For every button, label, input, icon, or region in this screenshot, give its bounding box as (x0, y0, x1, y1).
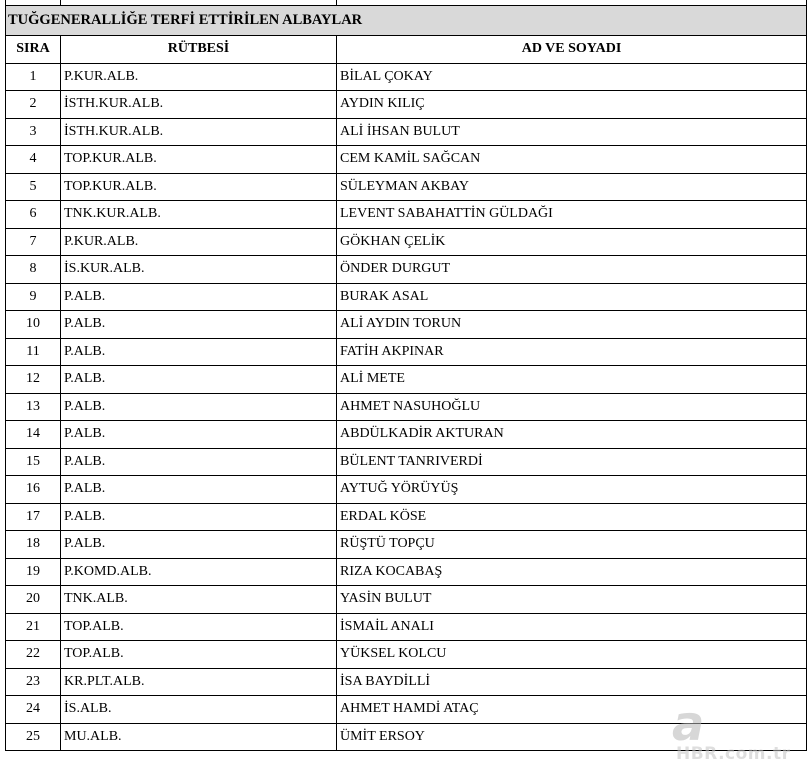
column-header-rutbe: RÜTBESİ (61, 35, 337, 63)
row-ad-soyad-cell: FATİH AKPINAR (337, 338, 807, 366)
row-ad-soyad-cell: AHMET NASUHOĞLU (337, 393, 807, 421)
table-row (6, 613, 807, 641)
row-sira-cell: 21 (6, 613, 61, 641)
table-row (6, 201, 807, 229)
row-sira-cell: 22 (6, 641, 61, 669)
row-sira-cell: 14 (6, 421, 61, 449)
row-rutbe-cell: TOP.KUR.ALB. (61, 173, 337, 201)
table-row (6, 586, 807, 614)
row-rutbe-cell: TNK.ALB. (61, 586, 337, 614)
row-rutbe-cell: TOP.ALB. (61, 613, 337, 641)
table-row (6, 723, 807, 751)
row-rutbe-cell: İS.ALB. (61, 696, 337, 724)
row-rutbe-cell: TOP.ALB. (61, 641, 337, 669)
row-sira-cell: 8 (6, 256, 61, 284)
row-ad-soyad-cell: İSMAİL ANALI (337, 613, 807, 641)
row-sira-cell: 16 (6, 476, 61, 504)
table-row (6, 531, 807, 559)
table-title-row (6, 5, 807, 35)
table-row (6, 91, 807, 119)
row-rutbe-cell: P.ALB. (61, 421, 337, 449)
row-sira-cell: 7 (6, 228, 61, 256)
table-row (6, 283, 807, 311)
row-sira-cell: 20 (6, 586, 61, 614)
table-row (6, 173, 807, 201)
table-row (6, 448, 807, 476)
row-ad-soyad-cell: AHMET HAMDİ ATAÇ (337, 696, 807, 724)
row-rutbe-cell: P.KOMD.ALB. (61, 558, 337, 586)
row-rutbe-cell: P.KUR.ALB. (61, 63, 337, 91)
table-row (6, 476, 807, 504)
row-ad-soyad-cell: ALİ İHSAN BULUT (337, 118, 807, 146)
table-row (6, 146, 807, 174)
column-header-ad-soyad: AD VE SOYADI (337, 35, 807, 63)
row-sira-cell: 13 (6, 393, 61, 421)
row-sira-cell: 23 (6, 668, 61, 696)
row-ad-soyad-cell: ABDÜLKADİR AKTURAN (337, 421, 807, 449)
table-title: TUĞGENERALLİĞE TERFİ ETTİRİLEN ALBAYLAR (6, 5, 807, 35)
row-rutbe-cell: KR.PLT.ALB. (61, 668, 337, 696)
row-ad-soyad-cell: İSA BAYDİLLİ (337, 668, 807, 696)
table-row (6, 421, 807, 449)
row-rutbe-cell: P.ALB. (61, 283, 337, 311)
table-row (6, 118, 807, 146)
row-ad-soyad-cell: ALİ METE (337, 366, 807, 394)
row-sira-cell: 5 (6, 173, 61, 201)
table-row (6, 393, 807, 421)
row-ad-soyad-cell: ALİ AYDIN TORUN (337, 311, 807, 339)
table-row (6, 311, 807, 339)
column-header-sira: SIRA (6, 35, 61, 63)
row-ad-soyad-cell: AYDIN KILIÇ (337, 91, 807, 119)
table-row (6, 503, 807, 531)
row-sira-cell: 2 (6, 91, 61, 119)
row-ad-soyad-cell: YÜKSEL KOLCU (337, 641, 807, 669)
table-row (6, 63, 807, 91)
row-ad-soyad-cell: BİLAL ÇOKAY (337, 63, 807, 91)
watermark-text: HBR.com.tr (676, 744, 791, 764)
row-ad-soyad-cell: RIZA KOCABAŞ (337, 558, 807, 586)
row-sira-cell: 11 (6, 338, 61, 366)
row-ad-soyad-cell: BURAK ASAL (337, 283, 807, 311)
row-sira-cell: 24 (6, 696, 61, 724)
table-row (6, 558, 807, 586)
row-sira-cell: 3 (6, 118, 61, 146)
table-row (6, 668, 807, 696)
table-row (6, 338, 807, 366)
table-row (6, 228, 807, 256)
row-rutbe-cell: P.ALB. (61, 448, 337, 476)
row-ad-soyad-cell: AYTUĞ YÖRÜYÜŞ (337, 476, 807, 504)
document-sheet (5, 0, 806, 751)
row-ad-soyad-cell: ERDAL KÖSE (337, 503, 807, 531)
row-sira-cell: 6 (6, 201, 61, 229)
watermark-logo-letter: a (672, 696, 705, 752)
row-sira-cell: 15 (6, 448, 61, 476)
row-rutbe-cell: MU.ALB. (61, 723, 337, 751)
row-rutbe-cell: P.ALB. (61, 476, 337, 504)
row-ad-soyad-cell: ÖNDER DURGUT (337, 256, 807, 284)
row-sira-cell: 12 (6, 366, 61, 394)
row-ad-soyad-cell: RÜŞTÜ TOPÇU (337, 531, 807, 559)
row-rutbe-cell: TNK.KUR.ALB. (61, 201, 337, 229)
table-header-row (6, 35, 807, 63)
row-rutbe-cell: İSTH.KUR.ALB. (61, 118, 337, 146)
table-row (6, 366, 807, 394)
row-rutbe-cell: P.ALB. (61, 393, 337, 421)
promotion-table (5, 0, 807, 751)
row-rutbe-cell: P.ALB. (61, 338, 337, 366)
row-sira-cell: 4 (6, 146, 61, 174)
row-ad-soyad-cell: SÜLEYMAN AKBAY (337, 173, 807, 201)
row-ad-soyad-cell: GÖKHAN ÇELİK (337, 228, 807, 256)
table-row (6, 696, 807, 724)
row-sira-cell: 25 (6, 723, 61, 751)
table-row (6, 641, 807, 669)
row-sira-cell: 17 (6, 503, 61, 531)
row-sira-cell: 1 (6, 63, 61, 91)
table-row (6, 256, 807, 284)
row-sira-cell: 10 (6, 311, 61, 339)
row-ad-soyad-cell: ÜMİT ERSOY (337, 723, 807, 751)
row-ad-soyad-cell: LEVENT SABAHATTİN GÜLDAĞI (337, 201, 807, 229)
row-rutbe-cell: TOP.KUR.ALB. (61, 146, 337, 174)
row-sira-cell: 18 (6, 531, 61, 559)
row-ad-soyad-cell: BÜLENT TANRIVERDİ (337, 448, 807, 476)
row-sira-cell: 19 (6, 558, 61, 586)
row-rutbe-cell: İS.KUR.ALB. (61, 256, 337, 284)
row-rutbe-cell: P.KUR.ALB. (61, 228, 337, 256)
row-rutbe-cell: İSTH.KUR.ALB. (61, 91, 337, 119)
row-rutbe-cell: P.ALB. (61, 503, 337, 531)
row-ad-soyad-cell: YASİN BULUT (337, 586, 807, 614)
row-rutbe-cell: P.ALB. (61, 366, 337, 394)
row-ad-soyad-cell: CEM KAMİL SAĞCAN (337, 146, 807, 174)
row-sira-cell: 9 (6, 283, 61, 311)
row-rutbe-cell: P.ALB. (61, 311, 337, 339)
row-rutbe-cell: P.ALB. (61, 531, 337, 559)
